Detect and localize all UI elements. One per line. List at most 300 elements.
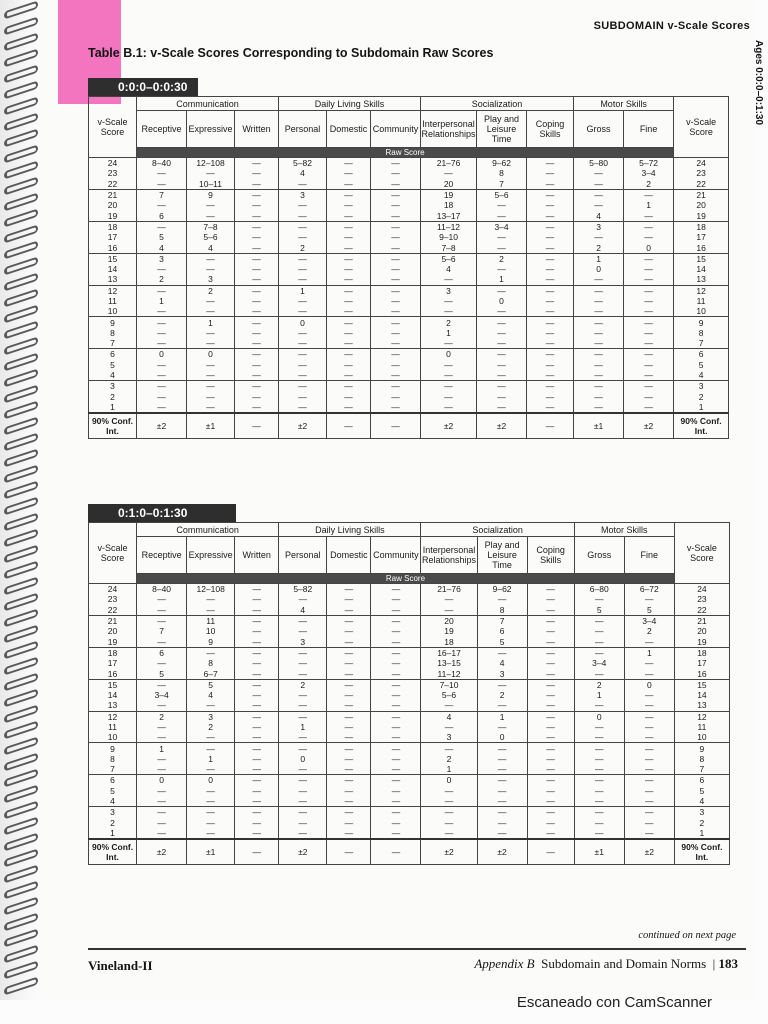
raw-score-row xyxy=(89,148,729,158)
table-cell: 23 xyxy=(674,168,729,178)
table-cell: — xyxy=(279,253,327,264)
conf-cell: — xyxy=(327,839,371,865)
table-cell: 3 xyxy=(574,221,624,232)
table-cell: 4 xyxy=(279,605,327,616)
table-cell: 21 xyxy=(674,615,729,626)
group-header-row xyxy=(89,523,730,537)
table-cell: — xyxy=(574,615,624,626)
table-cell: — xyxy=(477,264,527,274)
table-cell: — xyxy=(624,392,674,402)
table-row xyxy=(89,306,729,317)
table-cell: — xyxy=(527,360,574,370)
table-cell: — xyxy=(235,317,279,328)
subdomain-header: Personal xyxy=(279,537,327,574)
binding-ring xyxy=(4,416,38,435)
table-cell: 4 xyxy=(89,370,137,381)
table-cell: — xyxy=(527,381,574,392)
binding-ring xyxy=(4,656,38,675)
table-cell: 6 xyxy=(137,647,187,658)
binding-ring xyxy=(4,208,38,227)
table-cell: — xyxy=(624,828,674,839)
table-cell: 2 xyxy=(89,818,137,828)
norms-table-1 xyxy=(88,96,729,439)
table-cell: — xyxy=(279,296,327,306)
table-row xyxy=(89,636,730,647)
table-cell: — xyxy=(477,818,527,828)
raw-score-label: Raw Score xyxy=(137,574,675,584)
table-cell: — xyxy=(371,647,421,658)
conf-cell: ±1 xyxy=(574,839,624,865)
confidence-row xyxy=(89,413,729,439)
table-row xyxy=(89,370,729,381)
table-cell: 17 xyxy=(89,232,137,242)
table-cell: — xyxy=(477,232,527,242)
table-cell: — xyxy=(574,636,624,647)
binding-ring xyxy=(4,160,38,179)
table-cell: — xyxy=(371,658,421,668)
subdomain-header: Fine xyxy=(624,111,674,148)
table-row xyxy=(89,647,730,658)
table-cell: — xyxy=(279,594,327,604)
table-cell: — xyxy=(527,349,574,360)
table-cell: 5 xyxy=(187,679,235,690)
table-row xyxy=(89,264,729,274)
table-cell: 6 xyxy=(674,349,729,360)
table-cell: — xyxy=(371,168,421,178)
table-cell: — xyxy=(235,338,279,349)
table-cell: — xyxy=(477,328,527,338)
table-cell: — xyxy=(371,381,421,392)
binding-ring xyxy=(4,848,38,867)
conf-cell: ±2 xyxy=(421,839,477,865)
table-cell: 1 xyxy=(421,328,477,338)
table-cell: 2 xyxy=(477,253,527,264)
table-cell: 22 xyxy=(674,179,729,190)
conf-cell: — xyxy=(371,839,421,865)
table-cell: 13–17 xyxy=(421,210,477,221)
table-cell: — xyxy=(235,605,279,616)
subdomain-header: Expressive xyxy=(187,537,235,574)
table-cell: — xyxy=(327,253,371,264)
table-cell: — xyxy=(137,796,187,807)
table-cell: — xyxy=(477,200,527,210)
table-cell: 5 xyxy=(89,360,137,370)
table-cell: 6–7 xyxy=(187,668,235,679)
table-cell: — xyxy=(574,179,624,190)
table-cell: — xyxy=(624,796,674,807)
table-cell: — xyxy=(327,700,371,711)
table-cell: — xyxy=(187,210,235,221)
table-cell: — xyxy=(279,732,327,743)
table-cell: — xyxy=(327,605,371,616)
table-cell: — xyxy=(477,679,527,690)
table-cell: — xyxy=(624,285,674,296)
table-cell: 21 xyxy=(89,615,137,626)
table-cell: — xyxy=(279,796,327,807)
table-cell: — xyxy=(327,221,371,232)
table-cell: — xyxy=(527,328,574,338)
table-cell: — xyxy=(527,722,574,732)
table-cell: — xyxy=(624,668,674,679)
table-cell: 15 xyxy=(89,679,137,690)
table-cell: — xyxy=(527,200,574,210)
table-cell: 1 xyxy=(674,402,729,413)
table-cell: — xyxy=(235,242,279,253)
table-cell: — xyxy=(574,306,624,317)
table-cell: — xyxy=(477,807,527,818)
table-cell: 16 xyxy=(674,242,729,253)
table-cell: — xyxy=(327,264,371,274)
subdomain-header: Coping Skills xyxy=(527,537,574,574)
table-cell: — xyxy=(574,743,624,754)
binding-ring xyxy=(4,672,38,691)
subdomain-header: Fine xyxy=(624,537,674,574)
table-cell: 1 xyxy=(624,647,674,658)
domain-group-header: Motor Skills xyxy=(574,523,674,537)
table-cell: 14 xyxy=(89,690,137,700)
table-cell: 16 xyxy=(89,242,137,253)
table-cell: 2 xyxy=(421,754,477,764)
table-cell: — xyxy=(235,392,279,402)
table-cell: — xyxy=(527,189,574,200)
table-cell: — xyxy=(624,264,674,274)
table-cell: 3 xyxy=(421,285,477,296)
table-row xyxy=(89,754,730,764)
table-cell: — xyxy=(371,179,421,190)
table-cell: — xyxy=(527,253,574,264)
table-cell: 19 xyxy=(421,626,477,636)
subdomain-header: Receptive xyxy=(137,111,187,148)
table-cell: — xyxy=(574,168,624,178)
table-cell: — xyxy=(371,317,421,328)
table-cell: — xyxy=(327,690,371,700)
table-cell: — xyxy=(371,264,421,274)
table-cell: — xyxy=(624,743,674,754)
table-cell: — xyxy=(137,370,187,381)
table-cell: 5 xyxy=(624,605,674,616)
table-cell: — xyxy=(327,210,371,221)
table-cell: — xyxy=(527,818,574,828)
table-cell: — xyxy=(574,807,624,818)
table-cell: 11–12 xyxy=(421,668,477,679)
footer-section-name: Subdomain and Domain Norms xyxy=(541,956,707,971)
table-cell: — xyxy=(527,647,574,658)
table-cell: — xyxy=(527,594,574,604)
table-cell: 3 xyxy=(89,807,137,818)
table-cell: — xyxy=(477,828,527,839)
binding-ring xyxy=(4,320,38,339)
table-cell: 9 xyxy=(187,636,235,647)
table-cell: — xyxy=(624,210,674,221)
table-cell: 0 xyxy=(187,349,235,360)
table-cell: — xyxy=(235,786,279,796)
table-cell: 12–108 xyxy=(187,158,235,169)
table-cell: 1 xyxy=(137,743,187,754)
table-cell: — xyxy=(421,274,477,285)
vscale-header: v-Scale Score xyxy=(89,97,137,158)
table-cell: — xyxy=(574,402,624,413)
conf-cell: ±1 xyxy=(574,413,624,439)
table-cell: — xyxy=(574,786,624,796)
table-cell: 7–8 xyxy=(421,242,477,253)
binding-ring xyxy=(4,736,38,755)
table-cell: — xyxy=(279,690,327,700)
table-cell: — xyxy=(527,615,574,626)
table-row xyxy=(89,594,730,604)
table-cell: — xyxy=(624,732,674,743)
conf-cell: ±2 xyxy=(421,413,477,439)
table-cell: 7 xyxy=(674,338,729,349)
table-cell: — xyxy=(527,242,574,253)
table-cell: — xyxy=(371,402,421,413)
table-cell: — xyxy=(371,668,421,679)
table-cell: — xyxy=(624,296,674,306)
table-cell: 5–6 xyxy=(421,690,477,700)
domain-group-header: Daily Living Skills xyxy=(279,97,421,111)
binding-ring xyxy=(4,880,38,899)
table-cell: 5 xyxy=(674,360,729,370)
table-cell: — xyxy=(235,360,279,370)
table-cell: — xyxy=(421,306,477,317)
table-cell: — xyxy=(137,328,187,338)
table-cell: — xyxy=(137,264,187,274)
table-cell: — xyxy=(327,189,371,200)
table-cell: — xyxy=(527,626,574,636)
table-cell: 3–4 xyxy=(477,221,527,232)
conf-cell: ±2 xyxy=(279,413,327,439)
table-cell: 24 xyxy=(89,158,137,169)
table-cell: 2 xyxy=(137,274,187,285)
subdomain-header-row xyxy=(89,537,730,574)
table-cell: 20 xyxy=(674,200,729,210)
table-row xyxy=(89,775,730,786)
table-cell: — xyxy=(527,296,574,306)
table-cell: — xyxy=(477,242,527,253)
table-cell: 9 xyxy=(187,189,235,200)
binding-ring xyxy=(4,688,38,707)
table-cell: 19 xyxy=(89,210,137,221)
table-cell: 18 xyxy=(421,200,477,210)
domain-group-header: Communication xyxy=(137,97,279,111)
table-cell: — xyxy=(574,232,624,242)
table-row xyxy=(89,626,730,636)
table-cell: — xyxy=(421,168,477,178)
subdomain-header: Interpersonal Relationships xyxy=(421,537,477,574)
table-cell: — xyxy=(137,786,187,796)
binding-ring xyxy=(4,832,38,851)
table-cell: — xyxy=(371,764,421,775)
table-cell: — xyxy=(624,700,674,711)
table-cell: — xyxy=(327,402,371,413)
table-cell: 10 xyxy=(674,732,729,743)
table-cell: 11 xyxy=(187,615,235,626)
table-cell: — xyxy=(235,296,279,306)
table-cell: — xyxy=(137,807,187,818)
table-cell: — xyxy=(421,296,477,306)
table-cell: 0 xyxy=(187,775,235,786)
table-cell: — xyxy=(187,370,235,381)
table-cell: 24 xyxy=(89,584,137,595)
table-cell: 7–10 xyxy=(421,679,477,690)
table-cell: — xyxy=(235,210,279,221)
conf-cell: — xyxy=(371,413,421,439)
table-row xyxy=(89,200,729,210)
table-cell: — xyxy=(574,381,624,392)
table-cell: — xyxy=(279,764,327,775)
table-cell: — xyxy=(137,200,187,210)
table-cell: — xyxy=(327,317,371,328)
table-cell: 8 xyxy=(477,168,527,178)
table-cell: 0 xyxy=(574,711,624,722)
table-cell: — xyxy=(574,828,624,839)
table-cell: 10–11 xyxy=(187,179,235,190)
table-cell: 16–17 xyxy=(421,647,477,658)
table-cell: — xyxy=(574,626,624,636)
table-cell: 3 xyxy=(89,381,137,392)
table-cell: — xyxy=(527,584,574,595)
table-cell: 9–62 xyxy=(477,158,527,169)
table-cell: — xyxy=(574,296,624,306)
table-cell: — xyxy=(421,402,477,413)
table-cell: — xyxy=(624,690,674,700)
table-cell: — xyxy=(327,818,371,828)
binding-ring xyxy=(4,80,38,99)
table-cell: — xyxy=(327,285,371,296)
table-cell: 5–6 xyxy=(187,232,235,242)
table-cell: 2 xyxy=(477,690,527,700)
table-row xyxy=(89,743,730,754)
table-cell: — xyxy=(371,200,421,210)
table-cell: — xyxy=(574,274,624,285)
table-cell: — xyxy=(279,392,327,402)
raw-score-row xyxy=(89,574,730,584)
table-cell: — xyxy=(235,264,279,274)
table-cell: 5 xyxy=(674,786,729,796)
table-cell: — xyxy=(477,786,527,796)
table-cell: 11–12 xyxy=(421,221,477,232)
table-cell: — xyxy=(279,370,327,381)
table-cell: — xyxy=(327,711,371,722)
table-cell: — xyxy=(279,775,327,786)
table-cell: — xyxy=(235,626,279,636)
subdomain-header: Receptive xyxy=(137,537,187,574)
table-row xyxy=(89,786,730,796)
table-cell: — xyxy=(137,360,187,370)
table-row xyxy=(89,338,729,349)
binding-ring xyxy=(4,544,38,563)
table-cell: — xyxy=(327,626,371,636)
table-cell: — xyxy=(477,402,527,413)
binding-ring xyxy=(4,864,38,883)
table-title: Table B.1: v-Scale Scores Corresponding to Subdomain Raw Scores xyxy=(88,46,494,60)
table-cell: 14 xyxy=(674,264,729,274)
table-cell: — xyxy=(527,392,574,402)
binding-ring xyxy=(4,816,38,835)
binding-ring xyxy=(4,896,38,915)
table-cell: 2 xyxy=(674,818,729,828)
table-cell: 10 xyxy=(674,306,729,317)
table-cell: — xyxy=(235,796,279,807)
scanner-watermark: Escaneado con CamScanner xyxy=(516,994,712,1011)
table-cell: — xyxy=(187,168,235,178)
table-cell: — xyxy=(137,828,187,839)
conf-cell: ±2 xyxy=(624,413,674,439)
table-cell: 8 xyxy=(187,658,235,668)
table-cell: 4 xyxy=(279,168,327,178)
table-cell: — xyxy=(624,807,674,818)
table-cell: 2 xyxy=(674,392,729,402)
table-cell: 8 xyxy=(89,754,137,764)
table-cell: 4 xyxy=(574,210,624,221)
table-cell: — xyxy=(235,743,279,754)
binding-ring xyxy=(4,576,38,595)
table-cell: — xyxy=(137,392,187,402)
binding-ring xyxy=(4,512,38,531)
binding-ring xyxy=(4,560,38,579)
table-cell: 21–76 xyxy=(421,584,477,595)
table-cell: — xyxy=(371,775,421,786)
table-cell: — xyxy=(235,754,279,764)
table-cell: — xyxy=(624,754,674,764)
table-cell: — xyxy=(624,786,674,796)
table-cell: — xyxy=(371,732,421,743)
table-cell: — xyxy=(327,775,371,786)
table-cell: 1 xyxy=(279,722,327,732)
binding-ring xyxy=(4,112,38,131)
table-cell: 1 xyxy=(137,296,187,306)
table-cell: — xyxy=(327,296,371,306)
table-cell: — xyxy=(327,594,371,604)
table-cell: — xyxy=(235,158,279,169)
binding-ring xyxy=(4,432,38,451)
table-row xyxy=(89,818,730,828)
table-cell: 9–62 xyxy=(477,584,527,595)
table-cell: 24 xyxy=(674,158,729,169)
table-cell: 4 xyxy=(477,658,527,668)
table-cell: 22 xyxy=(89,605,137,616)
table-cell: — xyxy=(527,370,574,381)
page-number: 183 xyxy=(718,956,738,971)
binding-ring xyxy=(4,480,38,499)
table-cell: — xyxy=(187,253,235,264)
table-cell: 1 xyxy=(574,690,624,700)
table-row xyxy=(89,253,729,264)
table-cell: — xyxy=(187,786,235,796)
confidence-row xyxy=(89,839,730,865)
table-cell: — xyxy=(527,168,574,178)
table-cell: — xyxy=(371,711,421,722)
table-cell: — xyxy=(235,221,279,232)
table-cell: — xyxy=(187,328,235,338)
table-cell: 17 xyxy=(674,658,729,668)
table-row xyxy=(89,690,730,700)
table-cell: 20 xyxy=(421,179,477,190)
table-cell: 22 xyxy=(674,605,729,616)
table-cell: — xyxy=(371,828,421,839)
table-row xyxy=(89,679,730,690)
table-cell: — xyxy=(421,722,477,732)
table-cell: — xyxy=(527,700,574,711)
table-cell: 2 xyxy=(624,626,674,636)
table-cell: — xyxy=(421,370,477,381)
table-cell: 2 xyxy=(279,242,327,253)
table-row xyxy=(89,274,729,285)
table-cell: 4 xyxy=(421,711,477,722)
table-cell: — xyxy=(624,221,674,232)
table-cell: — xyxy=(527,221,574,232)
binding-ring xyxy=(4,288,38,307)
table-cell: 6–80 xyxy=(574,584,624,595)
